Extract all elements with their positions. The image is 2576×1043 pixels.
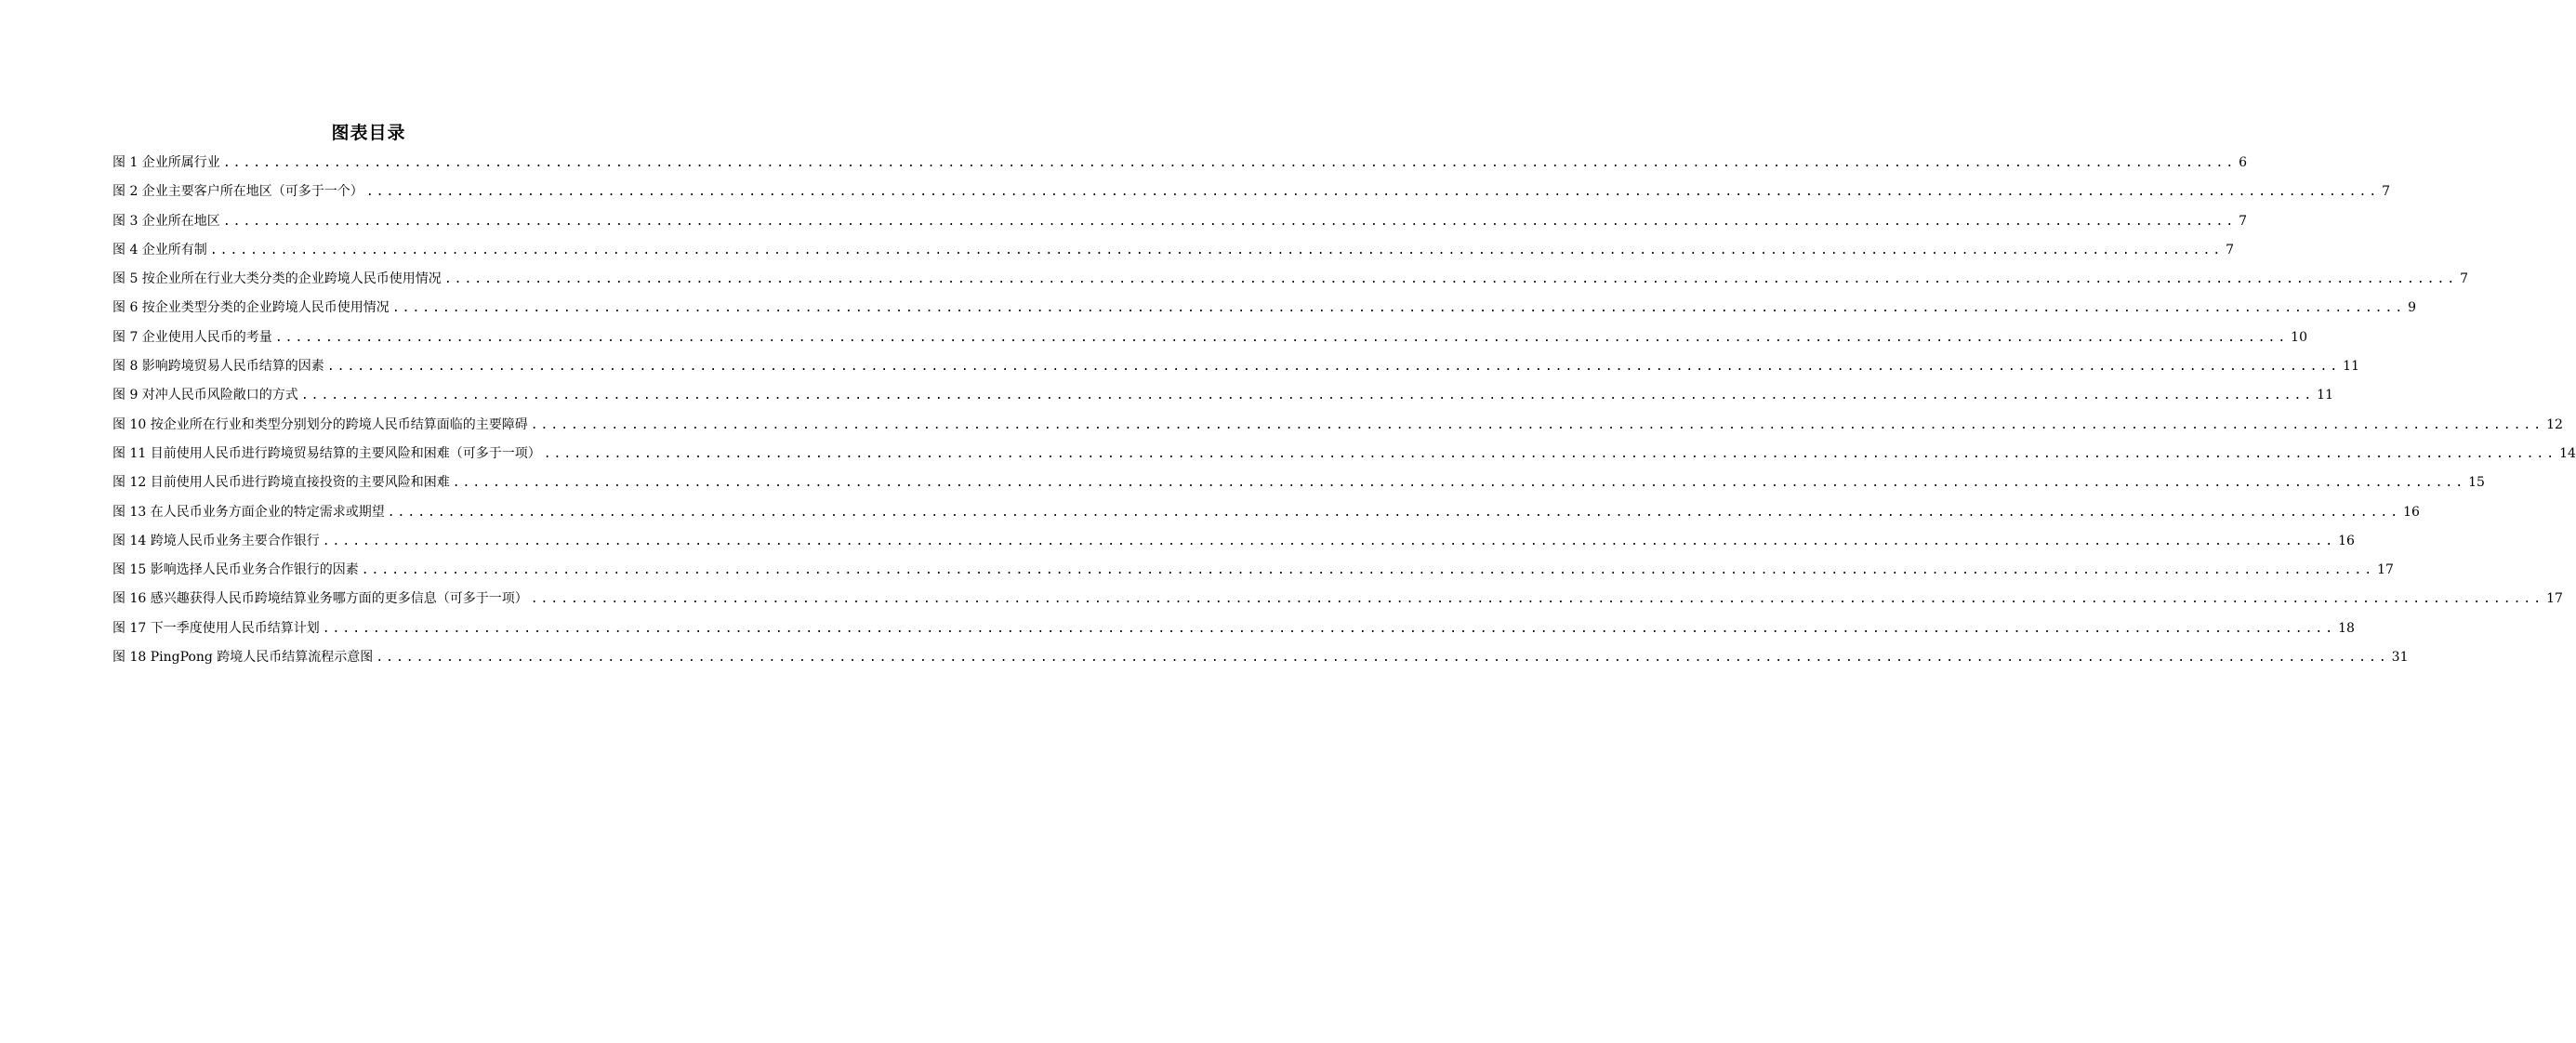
toc-entry[interactable] xyxy=(112,211,2248,240)
toc-entry-label: 图 1 企业所属行业 xyxy=(112,155,220,170)
dot-leader: ........................................................................................................................................................................................................ xyxy=(543,446,2557,461)
toc-entry-label: 图 9 对冲人民币风险敞口的方式 xyxy=(112,388,298,403)
toc-entry[interactable] xyxy=(112,531,2355,560)
dot-leader: ........................................................................................................................................................................................................ xyxy=(300,389,2315,403)
toc-entry-page-number: 17 xyxy=(2377,562,2394,578)
toc-entry-page-number: 31 xyxy=(2391,650,2409,666)
toc-entry-label: 图 13 在人民币业务方面企业的特定需求或期望 xyxy=(112,504,385,520)
toc-entry[interactable] xyxy=(112,269,2469,297)
toc-entry[interactable] xyxy=(112,181,2391,210)
toc-entry[interactable] xyxy=(112,443,2576,472)
toc-entry-label: 图 8 影响跨境贸易人民币结算的因素 xyxy=(112,359,324,375)
toc-entry-page-number: 7 xyxy=(2460,271,2469,287)
toc-entry-page-number: 7 xyxy=(2226,242,2235,257)
dot-leader: ........................................................................................................................................................................................................ xyxy=(326,360,2341,375)
toc-entry[interactable] xyxy=(112,560,2394,588)
dot-leader: ........................................................................................................................................................................................................ xyxy=(391,301,2406,316)
toc-entry-label: 图 15 影响选择人民币业务合作银行的因素 xyxy=(112,562,359,578)
toc-entry-label: 图 10 按企业所在行业和类型分别划分的跨境人民币结算面临的主要障碍 xyxy=(112,416,528,432)
toc-entry-label: 图 4 企业所有制 xyxy=(112,242,207,257)
toc-entry-page-number: 10 xyxy=(2291,329,2307,345)
toc-entry-page-number: 18 xyxy=(2338,620,2355,636)
toc-entry-label: 图 7 企业使用人民币的考量 xyxy=(112,329,272,345)
toc-entry-page-number: 7 xyxy=(2239,213,2248,229)
dot-leader: ........................................................................................................................................................................................................ xyxy=(209,243,2224,257)
toc-entry[interactable] xyxy=(112,647,2409,676)
toc-entry-page-number: 16 xyxy=(2403,504,2420,520)
toc-entry-label: 图 12 目前使用人民币进行跨境直接投资的主要风险和困难 xyxy=(112,475,450,491)
dot-leader: ........................................................................................................................................................................................................ xyxy=(274,330,2289,345)
toc-entry-page-number: 14 xyxy=(2559,445,2576,461)
toc-entry-page-number: 9 xyxy=(2408,300,2417,316)
toc-entry[interactable] xyxy=(112,327,2307,356)
toc-entry[interactable] xyxy=(112,618,2355,647)
toc-entry-label: 图 3 企业所在地区 xyxy=(112,213,220,229)
dot-leader: ........................................................................................................................................................................................................ xyxy=(322,534,2336,548)
dot-leader: ........................................................................................................................................................................................................ xyxy=(365,185,2380,200)
toc-entry-label: 图 2 企业主要客户所在地区（可多于一个） xyxy=(112,184,363,200)
dot-leader: ........................................................................................................................................................................................................ xyxy=(452,476,2466,491)
toc-entry-page-number: 7 xyxy=(2382,184,2391,200)
figure-list xyxy=(112,152,2576,676)
toc-entry-label: 图 17 下一季度使用人民币结算计划 xyxy=(112,620,320,636)
toc-entry-label: 图 14 跨境人民币业务主要合作银行 xyxy=(112,533,320,548)
toc-entry[interactable] xyxy=(112,588,2563,617)
toc-entry-label: 图 18 PingPong 跨境人民币结算流程示意图 xyxy=(112,650,374,666)
toc-entry[interactable] xyxy=(112,385,2333,414)
dot-leader: ........................................................................................................................................................................................................ xyxy=(387,505,2401,520)
dot-leader: ........................................................................................................................................................................................................ xyxy=(376,651,2389,666)
page-title: 图表目录 xyxy=(331,123,406,143)
dot-leader: ........................................................................................................................................................................................................ xyxy=(530,592,2544,607)
toc-entry[interactable] xyxy=(112,415,2563,443)
toc-entry[interactable] xyxy=(112,152,2248,181)
toc-entry[interactable] xyxy=(112,356,2359,385)
toc-entry-page-number: 16 xyxy=(2338,533,2355,548)
dot-leader: ........................................................................................................................................................................................................ xyxy=(222,156,2237,170)
toc-entry-label: 图 6 按企业类型分类的企业跨境人民币使用情况 xyxy=(112,300,390,316)
toc-entry[interactable] xyxy=(112,297,2417,326)
toc-entry[interactable] xyxy=(112,240,2235,269)
toc-entry-page-number: 11 xyxy=(2343,359,2359,375)
toc-entry[interactable] xyxy=(112,472,2485,501)
toc-entry-label: 图 11 目前使用人民币进行跨境贸易结算的主要风险和困难（可多于一项） xyxy=(112,445,541,461)
dot-leader: ........................................................................................................................................................................................................ xyxy=(361,563,2375,578)
toc-entry-label: 图 5 按企业所在行业大类分类的企业跨境人民币使用情况 xyxy=(112,271,442,287)
toc-entry-page-number: 17 xyxy=(2546,591,2563,607)
dot-leader: ........................................................................................................................................................................................................ xyxy=(530,417,2544,432)
toc-entry-page-number: 11 xyxy=(2317,388,2333,403)
dot-leader: ........................................................................................................................................................................................................ xyxy=(222,214,2237,229)
dot-leader: ........................................................................................................................................................................................................ xyxy=(443,272,2458,287)
toc-entry-page-number: 6 xyxy=(2239,155,2248,170)
toc-entry-page-number: 15 xyxy=(2468,475,2485,491)
toc-entry-page-number: 12 xyxy=(2546,416,2563,432)
dot-leader: ........................................................................................................................................................................................................ xyxy=(322,621,2336,636)
toc-entry[interactable] xyxy=(112,502,2420,531)
toc-entry-label: 图 16 感兴趣获得人民币跨境结算业务哪方面的更多信息（可多于一项） xyxy=(112,591,528,607)
